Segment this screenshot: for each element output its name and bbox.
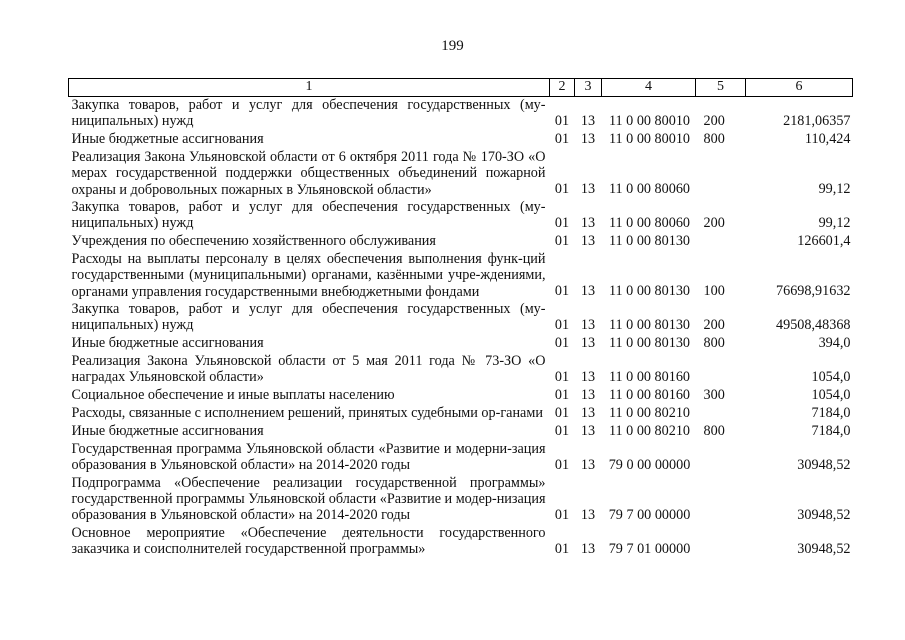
expense-type-cell bbox=[696, 233, 746, 251]
amount-cell: 99,12 bbox=[818, 214, 851, 231]
amount-cell: 7184,0 bbox=[811, 422, 851, 439]
amount-cell: 76698,91632 bbox=[776, 283, 851, 300]
table-row bbox=[69, 475, 853, 525]
section-code-cell: 01 bbox=[554, 506, 570, 523]
subsection-code-cell: 13 bbox=[580, 316, 596, 333]
target-article-cell: 79 7 01 00000 bbox=[608, 540, 691, 557]
subsection-code-cell: 13 bbox=[580, 404, 596, 421]
expense-type-cell: 300 bbox=[703, 386, 725, 403]
row-name-cell: Иные бюджетные ассигнования bbox=[71, 423, 264, 440]
expense-type-cell bbox=[696, 405, 746, 423]
row-name-cell: Расходы на выплаты персоналу в целях обеспечения выполнения функ-ций государственными (муниципальными) органами, казёнными учре-ждениями, органами управления государственными внебюджетными фондами bbox=[71, 250, 546, 300]
table-body bbox=[69, 97, 853, 559]
table-row bbox=[69, 335, 853, 353]
section-code-cell: 01 bbox=[554, 214, 570, 231]
row-name-cell: Подпрограмма «Обеспечение реализации государственной программы» государственной программы Ульяновской области «Развитие и модер-низация образования в Ульяновской области» на 2014-2020 годы bbox=[71, 474, 546, 524]
column-header-5: 5 bbox=[696, 79, 746, 97]
row-name-cell: Основное мероприятие «Обеспечение деятельности государственного заказчика и соисполнителей государственной программы» bbox=[71, 524, 546, 558]
subsection-code-cell: 13 bbox=[580, 283, 596, 300]
target-article-cell: 79 0 00 00000 bbox=[608, 456, 691, 473]
row-name-cell: Закупка товаров, работ и услуг для обеспечения государственных (му-ниципальных) нужд bbox=[71, 199, 546, 232]
column-header-4: 4 bbox=[602, 79, 696, 97]
section-code-cell: 01 bbox=[554, 540, 570, 557]
row-name-cell: Учреждения по обеспечению хозяйственного обслуживания bbox=[71, 233, 436, 250]
table-row bbox=[69, 97, 853, 131]
row-name-cell: Иные бюджетные ассигнования bbox=[71, 335, 264, 352]
subsection-code-cell: 13 bbox=[580, 506, 596, 523]
table-row bbox=[69, 149, 853, 199]
table-row bbox=[69, 387, 853, 405]
expense-type-cell bbox=[696, 475, 746, 525]
section-code-cell: 01 bbox=[554, 422, 570, 439]
column-header-3: 3 bbox=[575, 79, 602, 97]
expense-type-cell: 100 bbox=[703, 283, 725, 300]
subsection-code-cell: 13 bbox=[580, 334, 596, 351]
column-header-2: 2 bbox=[550, 79, 575, 97]
expense-type-cell bbox=[696, 525, 746, 559]
target-article-cell: 11 0 00 80130 bbox=[608, 316, 691, 333]
section-code-cell: 01 bbox=[554, 283, 570, 300]
subsection-code-cell: 13 bbox=[580, 540, 596, 557]
row-name-cell: Государственная программа Ульяновской области «Развитие и модерни-зация образования в Ульяновской области» на 2014-2020 годы bbox=[71, 440, 546, 474]
amount-cell: 30948,52 bbox=[797, 540, 851, 557]
column-header-6: 6 bbox=[746, 79, 853, 97]
expense-type-cell: 800 bbox=[703, 334, 725, 351]
amount-cell: 394,0 bbox=[818, 334, 851, 351]
subsection-code-cell: 13 bbox=[580, 232, 596, 249]
subsection-code-cell: 13 bbox=[580, 112, 596, 129]
section-code-cell: 01 bbox=[554, 456, 570, 473]
table-row bbox=[69, 353, 853, 387]
page-number: 199 bbox=[441, 38, 464, 54]
table-row bbox=[69, 301, 853, 335]
expense-type-cell: 800 bbox=[703, 130, 725, 147]
expense-type-cell: 200 bbox=[703, 112, 725, 129]
target-article-cell: 11 0 00 80130 bbox=[608, 232, 691, 249]
expense-type-cell: 200 bbox=[703, 214, 725, 231]
table-row bbox=[69, 441, 853, 475]
amount-cell: 30948,52 bbox=[797, 506, 851, 523]
table-row bbox=[69, 525, 853, 559]
expense-type-cell: 200 bbox=[703, 316, 725, 333]
target-article-cell: 11 0 00 80210 bbox=[608, 422, 691, 439]
expense-type-cell bbox=[696, 441, 746, 475]
row-name-cell: Реализация Закона Ульяновской области от 6 октября 2011 года № 170-ЗО «О мерах государственной поддержки общественных объединений пожарной охраны и добровольных пожарных в Ульяновской области» bbox=[71, 148, 546, 198]
target-article-cell: 11 0 00 80160 bbox=[608, 386, 691, 403]
table-row bbox=[69, 251, 853, 301]
column-header-1: 1 bbox=[69, 79, 550, 97]
subsection-code-cell: 13 bbox=[580, 386, 596, 403]
amount-cell: 2181,06357 bbox=[783, 112, 851, 129]
amount-cell: 126601,4 bbox=[797, 232, 851, 249]
subsection-code-cell: 13 bbox=[580, 130, 596, 147]
subsection-code-cell: 13 bbox=[580, 181, 596, 198]
target-article-cell: 11 0 00 80210 bbox=[608, 404, 691, 421]
subsection-code-cell: 13 bbox=[580, 368, 596, 385]
row-name-cell: Расходы, связанные с исполнением решений, принятых судебными ор-ганами bbox=[71, 405, 543, 422]
amount-cell: 1054,0 bbox=[811, 386, 851, 403]
subsection-code-cell: 13 bbox=[580, 214, 596, 231]
amount-cell: 30948,52 bbox=[797, 456, 851, 473]
target-article-cell: 11 0 00 80060 bbox=[608, 214, 691, 231]
expense-type-cell: 800 bbox=[703, 422, 725, 439]
table-row bbox=[69, 199, 853, 233]
amount-cell: 49508,48368 bbox=[776, 316, 851, 333]
section-code-cell: 01 bbox=[554, 130, 570, 147]
column-number-header-row bbox=[69, 79, 853, 97]
row-name-cell: Социальное обеспечение и иные выплаты населению bbox=[71, 387, 395, 404]
target-article-cell: 11 0 00 80010 bbox=[608, 130, 691, 147]
section-code-cell: 01 bbox=[554, 181, 570, 198]
row-name-cell: Закупка товаров, работ и услуг для обеспечения государственных (му-ниципальных) нужд bbox=[71, 301, 546, 334]
subsection-code-cell: 13 bbox=[580, 456, 596, 473]
section-code-cell: 01 bbox=[554, 232, 570, 249]
section-code-cell: 01 bbox=[554, 316, 570, 333]
row-name-cell: Иные бюджетные ассигнования bbox=[71, 131, 264, 148]
section-code-cell: 01 bbox=[554, 368, 570, 385]
target-article-cell: 11 0 00 80010 bbox=[608, 112, 691, 129]
target-article-cell: 11 0 00 80130 bbox=[608, 334, 691, 351]
target-article-cell: 11 0 00 80130 bbox=[608, 283, 691, 300]
table-row bbox=[69, 131, 853, 149]
target-article-cell: 11 0 00 80060 bbox=[608, 181, 691, 198]
budget-table bbox=[68, 78, 853, 559]
row-name-cell: Закупка товаров, работ и услуг для обеспечения государственных (му-ниципальных) нужд bbox=[71, 97, 546, 130]
section-code-cell: 01 bbox=[554, 386, 570, 403]
target-article-cell: 11 0 00 80160 bbox=[608, 368, 691, 385]
section-code-cell: 01 bbox=[554, 112, 570, 129]
table-row bbox=[69, 233, 853, 251]
target-article-cell: 79 7 00 00000 bbox=[608, 506, 691, 523]
table-row bbox=[69, 405, 853, 423]
amount-cell: 99,12 bbox=[818, 181, 851, 198]
expense-type-cell bbox=[696, 353, 746, 387]
row-name-cell: Реализация Закона Ульяновской области от 5 мая 2011 года № 73-ЗО «О наградах Ульяновской области» bbox=[71, 352, 546, 386]
amount-cell: 7184,0 bbox=[811, 404, 851, 421]
expense-type-cell bbox=[696, 149, 746, 199]
amount-cell: 1054,0 bbox=[811, 368, 851, 385]
section-code-cell: 01 bbox=[554, 334, 570, 351]
subsection-code-cell: 13 bbox=[580, 422, 596, 439]
amount-cell: 110,424 bbox=[804, 130, 851, 147]
table-row bbox=[69, 423, 853, 441]
section-code-cell: 01 bbox=[554, 404, 570, 421]
